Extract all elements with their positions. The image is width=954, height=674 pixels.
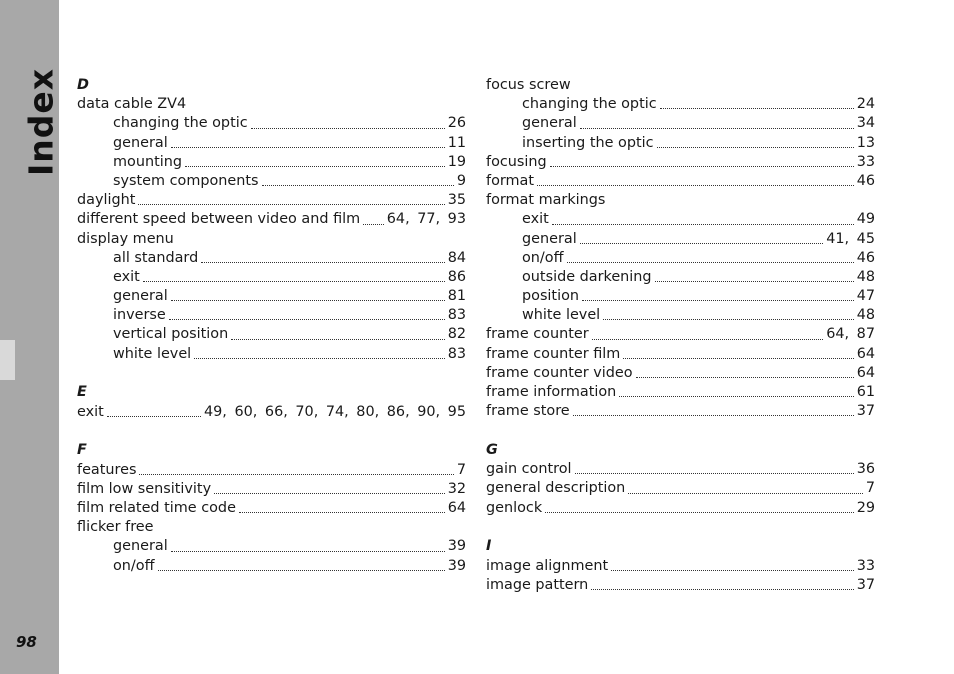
dot-leader xyxy=(185,166,445,167)
index-term: outside darkening xyxy=(522,268,652,285)
page-reference: 64 xyxy=(856,364,875,381)
page-number: 98 xyxy=(16,633,37,651)
dot-leader xyxy=(537,185,854,186)
index-entry xyxy=(486,172,875,191)
page-reference: 13 xyxy=(856,134,875,151)
index-letter-heading: D xyxy=(77,77,89,93)
index-term: all standard xyxy=(113,249,199,266)
dot-leader xyxy=(655,281,854,282)
index-term: image pattern xyxy=(486,576,589,593)
dot-leader xyxy=(171,300,445,301)
index-subentry xyxy=(77,325,466,344)
index-term: daylight xyxy=(77,192,136,209)
index-entry xyxy=(486,460,875,479)
index-term: frame store xyxy=(486,403,570,420)
page-reference: 83 xyxy=(447,307,466,324)
index-term: exit xyxy=(113,268,140,285)
index-term: focus screw xyxy=(486,77,571,93)
dot-leader xyxy=(580,128,854,129)
page-reference: 64 xyxy=(856,345,875,362)
index-term: data cable ZV4 xyxy=(77,96,187,113)
page-reference: 32 xyxy=(447,480,466,497)
dot-leader xyxy=(171,551,445,552)
index-subentry xyxy=(77,268,466,287)
dot-leader xyxy=(262,185,454,186)
index-entry xyxy=(486,383,875,402)
index-subentry xyxy=(77,249,466,268)
page-reference: 81 xyxy=(447,288,466,305)
dot-leader xyxy=(139,474,453,475)
page-reference: 7 xyxy=(456,461,466,478)
dot-leader xyxy=(580,243,824,244)
index-subentry xyxy=(77,557,466,576)
page-reference: 36 xyxy=(856,461,875,478)
index-sidebar xyxy=(0,0,59,674)
page-reference: 48 xyxy=(856,307,875,324)
dot-leader xyxy=(611,570,854,571)
dot-leader xyxy=(657,147,854,148)
page-reference: 33 xyxy=(856,153,875,170)
page-reference: 24 xyxy=(856,96,875,113)
index-column-left xyxy=(77,76,466,576)
index-entry xyxy=(77,480,466,499)
dot-leader xyxy=(107,416,201,417)
index-entry xyxy=(486,325,875,344)
index-entry xyxy=(77,461,466,480)
section-gap xyxy=(77,422,466,442)
page-reference: 34 xyxy=(856,115,875,132)
index-entry xyxy=(486,153,875,172)
index-entry xyxy=(77,191,466,210)
dot-leader xyxy=(592,339,824,340)
index-term: general xyxy=(113,538,168,555)
section-gap xyxy=(486,518,875,538)
dot-leader xyxy=(201,262,444,263)
index-term: frame counter film xyxy=(486,345,621,362)
index-term: focusing xyxy=(486,153,547,170)
dot-leader xyxy=(552,224,854,225)
index-heading-entry xyxy=(77,518,466,537)
index-heading-entry xyxy=(77,95,466,114)
dot-leader xyxy=(636,377,854,378)
index-term: inverse xyxy=(113,307,166,324)
dot-leader xyxy=(251,128,445,129)
index-entry xyxy=(77,210,466,229)
index-heading-entry xyxy=(77,230,466,249)
page-reference: 19 xyxy=(447,153,466,170)
dot-leader xyxy=(660,108,854,109)
dot-leader xyxy=(582,300,854,301)
index-term: inserting the optic xyxy=(522,134,654,151)
index-term: image alignment xyxy=(486,557,609,574)
page-reference: 61 xyxy=(856,384,875,400)
dot-leader xyxy=(138,204,444,205)
section-title: Index xyxy=(21,67,61,177)
dot-leader xyxy=(171,147,445,148)
page-reference: 64, 87 xyxy=(826,326,875,343)
index-term: display menu xyxy=(77,230,174,247)
page-reference: 33 xyxy=(856,557,875,574)
dot-leader xyxy=(603,319,854,320)
dot-leader xyxy=(545,512,854,513)
index-term: white level xyxy=(113,345,192,362)
dot-leader xyxy=(194,358,445,359)
page-reference: 49, 60, 66, 70, 74, 80, 86, 90, 95 xyxy=(204,403,466,420)
page-reference: 11 xyxy=(447,134,466,151)
section-gap xyxy=(77,364,466,384)
dot-leader xyxy=(623,358,853,359)
page-reference: 64, 77, 93 xyxy=(386,211,466,228)
index-term: frame counter xyxy=(486,326,589,343)
page-reference: 47 xyxy=(856,288,875,305)
dot-leader xyxy=(550,166,854,167)
index-subentry xyxy=(486,95,875,114)
page-reference: 64 xyxy=(447,499,466,516)
index-letter-heading: I xyxy=(486,538,492,555)
index-subentry xyxy=(77,345,466,364)
page-reference: 26 xyxy=(447,115,466,132)
index-subentry xyxy=(77,287,466,306)
dot-leader xyxy=(231,339,444,340)
index-letter-heading: F xyxy=(77,442,87,459)
page-reference: 41, 45 xyxy=(826,230,875,247)
index-subentry xyxy=(77,134,466,153)
index-subentry xyxy=(77,172,466,191)
dot-leader xyxy=(214,493,445,494)
index-term: changing the optic xyxy=(113,115,248,132)
dot-leader xyxy=(363,224,384,225)
index-term: on/off xyxy=(522,249,564,266)
index-term: exit xyxy=(77,403,104,420)
page-reference: 86 xyxy=(447,268,466,285)
dot-leader xyxy=(591,589,853,590)
index-term: position xyxy=(522,288,580,305)
page-reference: 9 xyxy=(456,172,466,189)
page-reference: 46 xyxy=(856,172,875,189)
dot-leader xyxy=(158,570,445,571)
page-reference: 39 xyxy=(447,557,466,574)
index-entry xyxy=(486,557,875,576)
index-term: film low sensitivity xyxy=(77,480,212,497)
section-gap xyxy=(486,421,875,441)
page-reference: 35 xyxy=(447,192,466,209)
index-term: mounting xyxy=(113,153,182,170)
index-term: genlock xyxy=(486,499,543,516)
index-column-right xyxy=(486,76,875,595)
index-term: exit xyxy=(522,211,549,228)
dot-leader xyxy=(575,473,854,474)
index-subentry xyxy=(486,268,875,287)
index-term: general xyxy=(522,230,577,247)
page-reference: 37 xyxy=(856,403,875,420)
index-term: flicker free xyxy=(77,519,154,536)
index-subentry xyxy=(486,134,875,153)
index-subentry xyxy=(77,153,466,172)
index-term: format markings xyxy=(486,192,606,209)
index-subentry xyxy=(77,537,466,556)
index-entry xyxy=(77,499,466,518)
index-term: on/off xyxy=(113,557,155,574)
index-entry xyxy=(486,364,875,383)
index-subentry xyxy=(486,249,875,268)
index-subentry xyxy=(486,210,875,229)
page-reference: 37 xyxy=(856,576,875,593)
index-entry xyxy=(77,403,466,422)
index-term: white level xyxy=(522,307,601,324)
index-term: frame information xyxy=(486,384,617,400)
index-subentry xyxy=(486,230,875,249)
index-term: features xyxy=(77,461,137,478)
dot-leader xyxy=(239,512,445,513)
index-entry xyxy=(486,479,875,498)
index-term: system components xyxy=(113,172,259,189)
index-subentry xyxy=(77,114,466,133)
index-heading-entry xyxy=(486,191,875,210)
index-term: general xyxy=(113,288,168,305)
index-entry xyxy=(486,499,875,518)
page-reference: 82 xyxy=(447,326,466,343)
index-term: vertical position xyxy=(113,326,229,343)
index-term: general xyxy=(522,115,577,132)
page-reference: 39 xyxy=(447,538,466,555)
index-heading-entry xyxy=(486,76,875,95)
index-subentry xyxy=(486,306,875,325)
page-reference: 48 xyxy=(856,268,875,285)
index-term: different speed between video and film xyxy=(77,211,361,228)
index-letter-heading: G xyxy=(486,441,498,458)
dot-leader xyxy=(573,415,854,416)
index-term: general xyxy=(113,134,168,151)
dot-leader xyxy=(169,319,445,320)
page-reference: 46 xyxy=(856,249,875,266)
index-subentry xyxy=(486,287,875,306)
page-reference: 83 xyxy=(447,345,466,362)
index-term: gain control xyxy=(486,461,572,478)
index-entry xyxy=(486,345,875,364)
index-letter-heading: E xyxy=(77,384,87,401)
index-entry xyxy=(486,576,875,595)
dot-leader xyxy=(143,281,445,282)
dot-leader xyxy=(567,262,854,263)
index-term: general description xyxy=(486,480,626,497)
dot-leader xyxy=(628,493,863,494)
page-reference: 49 xyxy=(856,211,875,228)
index-entry xyxy=(486,402,875,421)
tab-marker xyxy=(0,340,15,380)
index-subentry xyxy=(486,114,875,133)
index-term: film related time code xyxy=(77,499,236,516)
index-term: format xyxy=(486,172,535,189)
page-reference: 7 xyxy=(865,480,875,497)
index-subentry xyxy=(77,306,466,325)
index-term: frame counter video xyxy=(486,364,633,381)
dot-leader xyxy=(619,396,853,397)
page-reference: 29 xyxy=(856,499,875,516)
index-term: changing the optic xyxy=(522,96,657,113)
page-reference: 84 xyxy=(447,249,466,266)
